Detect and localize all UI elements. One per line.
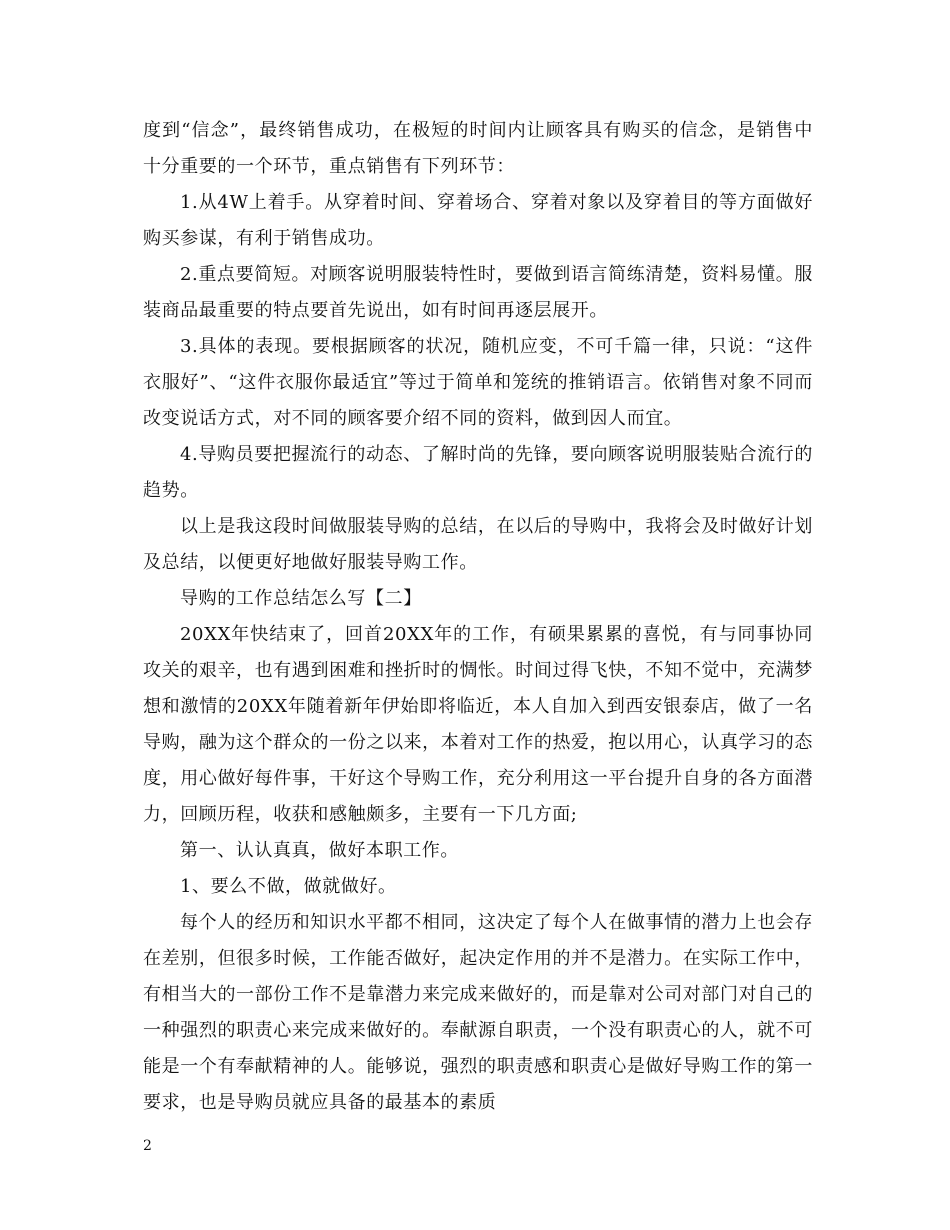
paragraph-1: 度到“信念”，最终销售成功，在极短的时间内让顾客具有购买的信念，是销售中十分重要的一个环节，重点销售有下列环节： bbox=[143, 120, 813, 177]
paragraph-9: 1、要么不做，做就做好。 bbox=[180, 876, 397, 897]
document-body bbox=[143, 113, 813, 1121]
paragraph-5: 4.导购员要把握流行的动态、了解时尚的先锋，要向顾客说明服装贴合流行的趋势。 bbox=[143, 444, 813, 501]
section-heading: 导购的工作总结怎么写【二】 bbox=[180, 588, 422, 609]
paragraph-7: 20XX年快结束了，回首20XX年的工作，有硕果累累的喜悦，有与同事协同攻关的艰辛，也有遇到困难和挫折时的惆怅。时间过得飞快，不知不觉中，充满梦想和激情的20XX年随着新年伊始即将临近，本人自加入到西安银泰店，做了一名导购，融为这个群众的一份之以来，本着对工作的热爱，抱以用心，认真学习的态度，用心做好每件事，干好这个导购工作，充分利用这一平台提升自身的各方面潜力，回顾历程，收获和感触颇多，主要有一下几方面; bbox=[143, 624, 813, 825]
paragraph-3: 2.重点要简短。对顾客说明服装特性时，要做到语言简练清楚，资料易懂。服装商品最重要的特点要首先说出，如有时间再逐层展开。 bbox=[143, 264, 813, 321]
paragraph-6: 以上是我这段时间做服装导购的总结，在以后的导购中，我将会及时做好计划及总结，以便更好地做好服装导购工作。 bbox=[143, 516, 813, 573]
paragraph-8: 第一、认认真真，做好本职工作。 bbox=[180, 840, 459, 861]
page-number: 2 bbox=[143, 1138, 152, 1154]
paragraph-2: 1.从4W上着手。从穿着时间、穿着场合、穿着对象以及穿着目的等方面做好购买参谋，有利于销售成功。 bbox=[143, 192, 813, 249]
paragraph-4: 3.具体的表现。要根据顾客的状况，随机应变，不可千篇一律，只说：“这件衣服好”、“这件衣服你最适宜”等过于简单和笼统的推销语言。依销售对象不同而改变说话方式，对不同的顾客要介绍不同的资料，做到因人而宜。 bbox=[143, 336, 813, 429]
paragraph-10: 每个人的经历和知识水平都不相同，这决定了每个人在做事情的潜力上也会存在差别，但很多时候，工作能否做好，起决定作用的并不是潜力。在实际工作中，有相当大的一部份工作不是靠潜力来完成来做好的，而是靠对公司对部门对自己的一种强烈的职责心来完成来做好的。奉献源自职责，一个没有职责心的人，就不可能是一个有奉献精神的人。能够说，强烈的职责感和职责心是做好导购工作的第一要求，也是导购员就应具备的最基本的素质 bbox=[143, 912, 813, 1113]
